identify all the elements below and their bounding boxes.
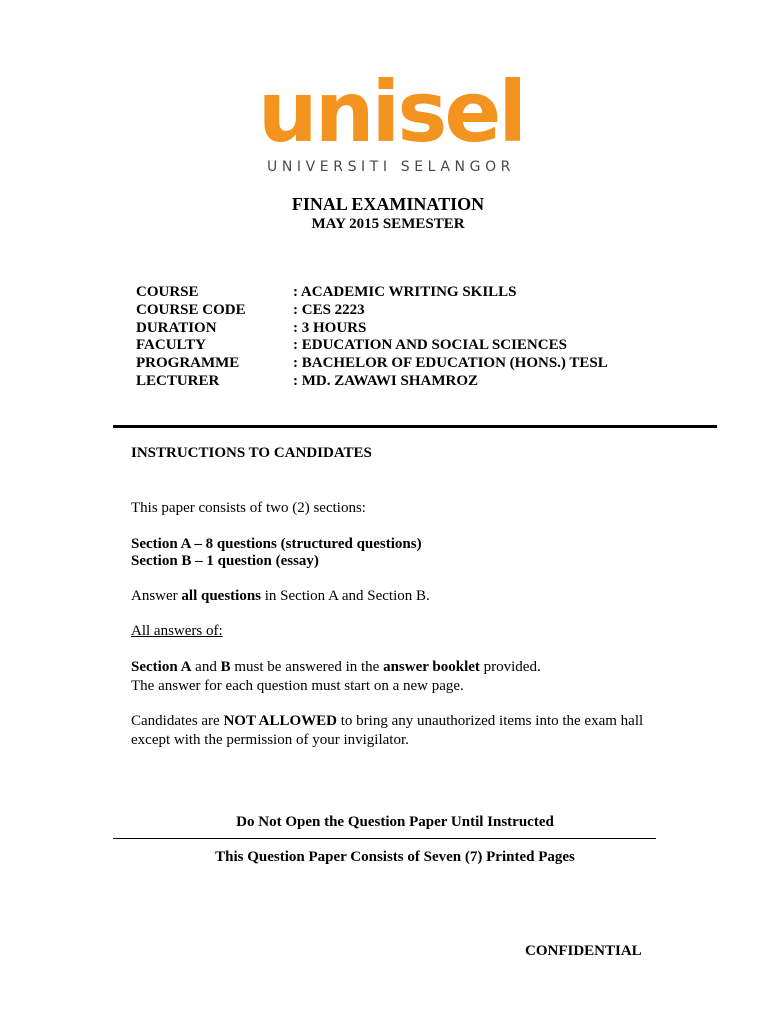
info-key: DURATION — [136, 319, 217, 336]
candidates-instruction-line2: except with the permission of your invigilator. — [131, 732, 409, 748]
answer-bold: all questions — [181, 588, 262, 604]
info-value: : MD. ZAWAWI SHAMROZ — [293, 372, 479, 389]
info-value: : BACHELOR OF EDUCATION (HONS.) TESL — [293, 355, 608, 372]
all-answers-colon: : — [218, 623, 223, 639]
info-key: COURSE CODE — [136, 301, 246, 318]
info-key: PROGRAMME — [136, 355, 240, 372]
exam-semester: MAY 2015 SEMESTER — [311, 216, 465, 232]
provided-text: provided. — [479, 659, 541, 675]
candidates-instruction — [131, 712, 643, 730]
info-key: FACULTY — [136, 337, 207, 354]
exam-title: FINAL EXAMINATION — [291, 194, 485, 214]
cand-post: to bring any unauthorized items into the exam hall — [336, 713, 644, 729]
divider-thick — [113, 425, 717, 428]
unisel-logo — [255, 63, 527, 184]
new-page-instruction: The answer for each question must start on a new page. — [131, 678, 464, 694]
do-not-open-notice: Do Not Open the Question Paper Until Instructed — [236, 814, 554, 830]
all-answers-label: All answers of — [131, 623, 219, 639]
must-text: must be answered in the — [230, 659, 384, 675]
section-a-ref: Section A — [131, 659, 192, 675]
info-value: : 3 HOURS — [293, 319, 367, 336]
answer-pre: Answer — [131, 588, 182, 604]
info-key: LECTURER — [136, 372, 220, 389]
answer-instruction — [131, 587, 430, 605]
info-row-lecturer — [136, 373, 608, 391]
not-allowed: NOT ALLOWED — [223, 713, 337, 729]
section-a-line: Section A – 8 questions (structured questions) — [131, 536, 422, 552]
info-row-course-code — [136, 302, 608, 320]
confidential-label: CONFIDENTIAL — [525, 943, 642, 959]
answer-post: in Section A and Section B. — [261, 588, 430, 604]
all-answers-line — [131, 622, 223, 640]
section-b-line: Section B – 1 question (essay) — [131, 553, 319, 569]
instructions-heading: INSTRUCTIONS TO CANDIDATES — [131, 445, 372, 461]
info-row-course — [136, 284, 608, 302]
info-row-duration — [136, 320, 608, 338]
divider-thin — [113, 838, 656, 839]
course-info — [136, 284, 608, 391]
section-b-ref: B — [220, 659, 231, 675]
info-value: : EDUCATION AND SOCIAL SCIENCES — [293, 337, 567, 354]
info-row-programme — [136, 355, 608, 373]
cand-pre: Candidates are — [131, 713, 224, 729]
info-row-faculty — [136, 337, 608, 355]
and-text: and — [191, 659, 221, 675]
info-value: : ACADEMIC WRITING SKILLS — [293, 284, 517, 300]
logo-subtitle: UNIVERSITI SELANGOR — [266, 159, 516, 175]
booklet-instruction — [131, 658, 541, 676]
printed-pages-notice: This Question Paper Consists of Seven (7) Printed Pages — [215, 849, 575, 865]
info-value: : CES 2223 — [293, 301, 365, 318]
logo-wordmark: unisel — [257, 63, 525, 161]
answer-booklet: answer booklet — [383, 659, 480, 675]
info-key: COURSE — [136, 284, 199, 300]
instructions-intro: This paper consists of two (2) sections: — [131, 500, 366, 516]
